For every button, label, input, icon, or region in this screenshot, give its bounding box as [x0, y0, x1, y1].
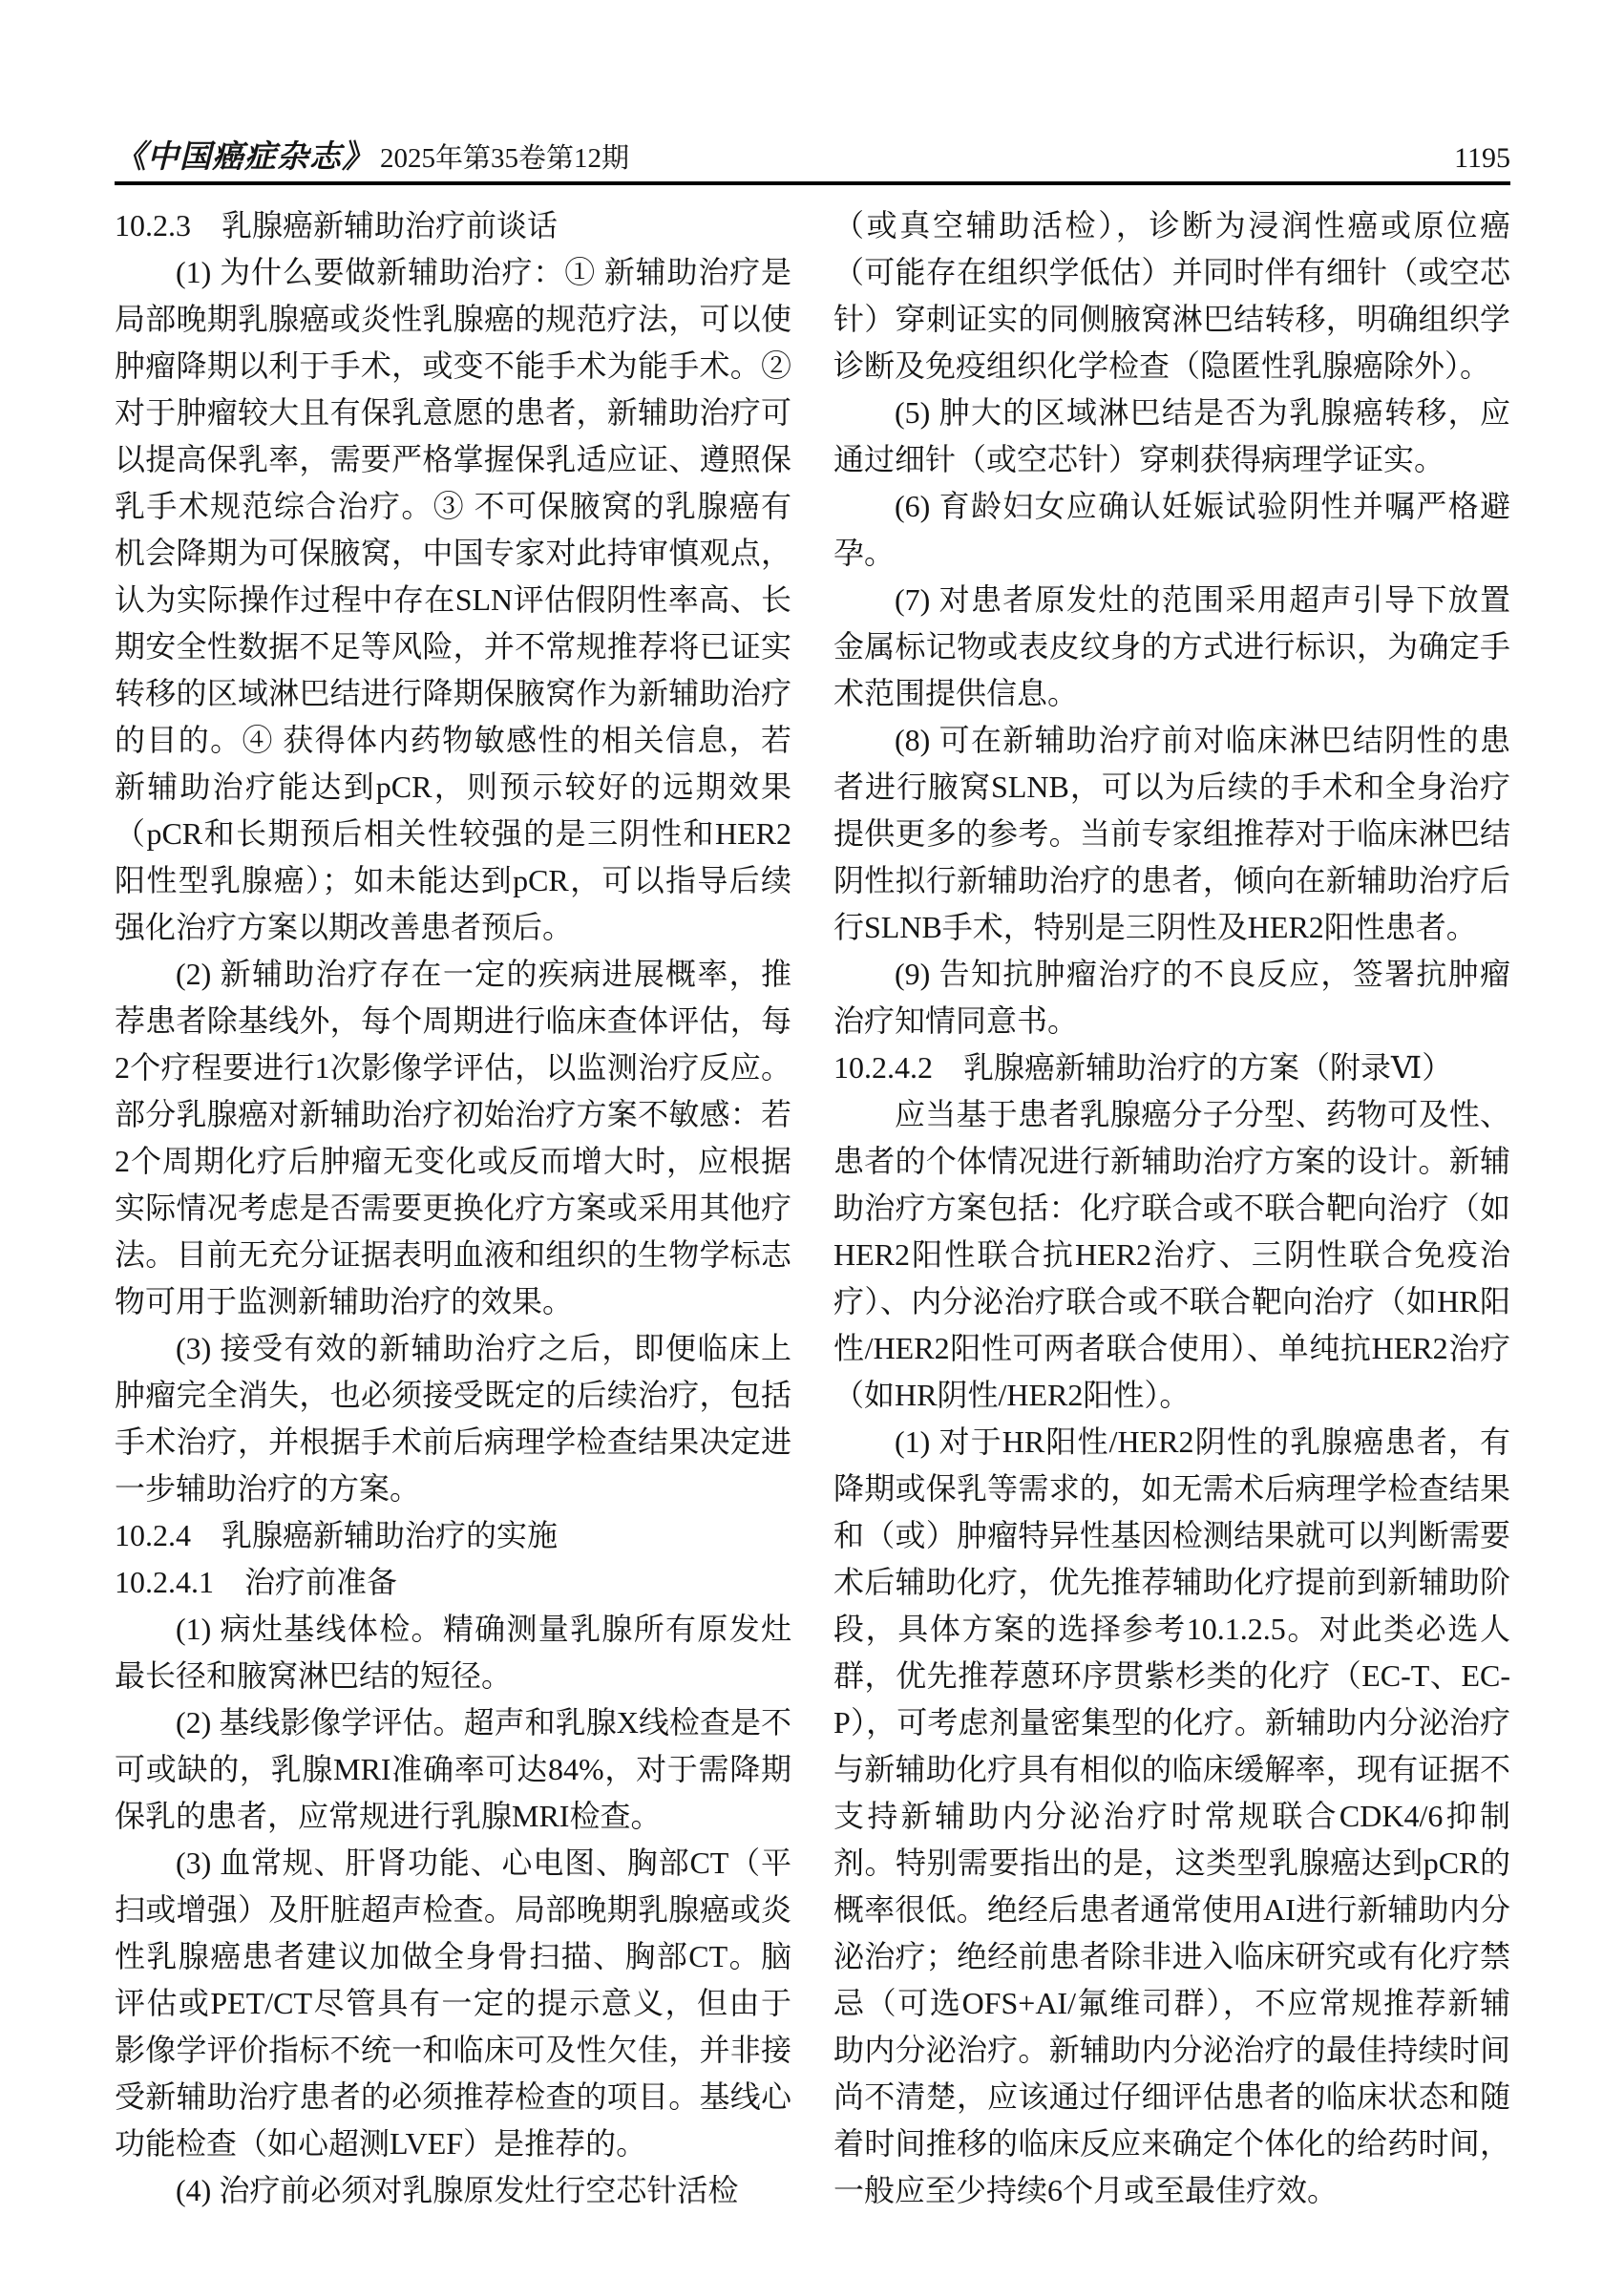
header-left [115, 132, 629, 177]
section-heading: 10.2.4.2 乳腺癌新辅助治疗的方案（附录Ⅵ） [833, 1050, 1453, 1085]
paragraph: (3) 接受有效的新辅助治疗之后，即便临床上肿瘤完全消失，也必须接受既定的后续治疗，包括手术治疗，并根据手术前后病理学检查结果决定进一步辅助治疗的方案。 [115, 1331, 791, 1506]
section-heading: 10.2.4 乳腺癌新辅助治疗的实施 [115, 1518, 559, 1552]
section-heading: 10.2.3 乳腺癌新辅助治疗前谈话 [115, 208, 559, 243]
paragraph: (1) 为什么要做新辅助治疗：① 新辅助治疗是局部晚期乳腺癌或炎性乳腺癌的规范疗法，可以使肿瘤降期以利于手术，或变不能手术为能手术。② 对于肿瘤较大且有保乳意愿的患者，新辅助治疗可以提高保乳率，需要严格掌握保乳适应证、遵照保乳手术规范综合治疗。③ 不可保腋窝的乳腺癌有机会降期为可保腋窝，中国专家对此持审慎观点，认为实际操作过程中存在SLN评估假阴性率高、长期安全性数据不足等风险，并不常规推荐将已证实转移的区域淋巴结进行降期保腋窝作为新辅助治疗的目的。④ 获得体内药物敏感性的相关信息，若新辅助治疗能达到pCR，则预示较好的远期效果（pCR和长期预后相关性较强的是三阴性和HER2阳性型乳腺癌）；如未能达到pCR，可以指导后续强化治疗方案以期改善患者预后。 [115, 255, 791, 944]
left-column [115, 202, 791, 2214]
paragraph: (6) 育龄妇女应确认妊娠试验阴性并嘱严格避孕。 [833, 489, 1510, 570]
header-rule [115, 181, 1510, 185]
right-column [833, 202, 1510, 2214]
journal-title: 《中国癌症杂志》 [115, 140, 374, 175]
paragraph: （或真空辅助活检），诊断为浸润性癌或原位癌（可能存在组织学低估）并同时伴有细针（或空芯针）穿刺证实的同侧腋窝淋巴结转移，明确组织学诊断及免疫组织化学检查（隐匿性乳腺癌除外）。 [833, 208, 1510, 383]
page-number: 1195 [1454, 142, 1510, 174]
paragraph: 应当基于患者乳腺癌分子分型、药物可及性、患者的个体情况进行新辅助治疗方案的设计。新辅助治疗方案包括：化疗联合或不联合靶向治疗（如HER2阳性联合抗HER2治疗、三阴性联合免疫治疗）、内分泌治疗联合或不联合靶向治疗（如HR阳性/HER2阳性可两者联合使用）、单纯抗HER2治疗（如HR阴性/HER2阳性）。 [833, 1097, 1510, 1412]
paragraph: (3) 血常规、肝肾功能、心电图、胸部CT（平扫或增强）及肝脏超声检查。局部晚期乳腺癌或炎性乳腺癌患者建议加做全身骨扫描、胸部CT。脑评估或PET/CT尽管具有一定的提示意义，但由于影像学评价指标不统一和临床可及性欠佳，并非接受新辅助治疗患者的必须推荐检查的项目。基线心功能检查（如心超测LVEF）是推荐的。 [115, 1846, 791, 2161]
paragraph: (2) 新辅助治疗存在一定的疾病进展概率，推荐患者除基线外，每个周期进行临床查体评估，每2个疗程要进行1次影像学评估，以监测治疗反应。部分乳腺癌对新辅助治疗初始治疗方案不敏感：若2个周期化疗后肿瘤无变化或反而增大时，应根据实际情况考虑是否需要更换化疗方案或采用其他疗法。目前无充分证据表明血液和组织的生物学标志物可用于监测新辅助治疗的效果。 [115, 957, 791, 1318]
paragraph: (2) 基线影像学评估。超声和乳腺X线检查是不可或缺的，乳腺MRI准确率可达84%，对于需降期保乳的患者，应常规进行乳腺MRI检查。 [115, 1705, 791, 1833]
paragraph: (1) 对于HR阳性/HER2阴性的乳腺癌患者，有降期或保乳等需求的，如无需术后病理学检查结果和（或）肿瘤特异性基因检测结果就可以判断需要术后辅助化疗，优先推荐辅助化疗提前到新辅助阶段，具体方案的选择参考10.1.2.5。对此类必选人群，优先推荐蒽环序贯紫杉类的化疗（EC-T、EC-P），可考虑剂量密集型的化疗。新辅助内分泌治疗与新辅助化疗具有相似的临床缓解率，现有证据不支持新辅助内分泌治疗时常规联合CDK4/6抑制剂。特别需要指出的是，这类型乳腺癌达到pCR的概率很低。绝经后患者通常使用AI进行新辅助内分泌治疗；绝经前患者除非进入临床研究或有化疗禁忌（可选OFS+AI/氟维司群），不应常规推荐新辅助内分泌治疗。新辅助内分泌治疗的最佳持续时间尚不清楚，应该通过仔细评估患者的临床状态和随着时间推移的临床反应来确定个体化的给药时间，一般应至少持续6个月或至最佳疗效。 [833, 1424, 1510, 2207]
paragraph: (9) 告知抗肿瘤治疗的不良反应，签署抗肿瘤治疗知情同意书。 [833, 957, 1510, 1038]
section-heading: 10.2.4.1 治疗前准备 [115, 1565, 398, 1599]
paragraph: (4) 治疗前必须对乳腺原发灶行空芯针活检 [176, 2173, 739, 2207]
paragraph: (1) 病灶基线体检。精确测量乳腺所有原发灶最长径和腋窝淋巴结的短径。 [115, 1612, 791, 1693]
issue-info: 2025年第35卷第12期 [380, 143, 630, 174]
paragraph: (5) 肿大的区域淋巴结是否为乳腺癌转移，应通过细针（或空芯针）穿刺获得病理学证实。 [833, 395, 1510, 476]
page-header [115, 132, 1510, 177]
body-columns [115, 202, 1510, 2214]
paragraph: (8) 可在新辅助治疗前对临床淋巴结阴性的患者进行腋窝SLNB，可以为后续的手术和全身治疗提供更多的参考。当前专家组推荐对于临床淋巴结阴性拟行新辅助治疗的患者，倾向在新辅助治疗后行SLNB手术，特别是三阴性及HER2阳性患者。 [833, 723, 1510, 944]
paragraph: (7) 对患者原发灶的范围采用超声引导下放置金属标记物或表皮纹身的方式进行标识，为确定手术范围提供信息。 [833, 582, 1510, 710]
